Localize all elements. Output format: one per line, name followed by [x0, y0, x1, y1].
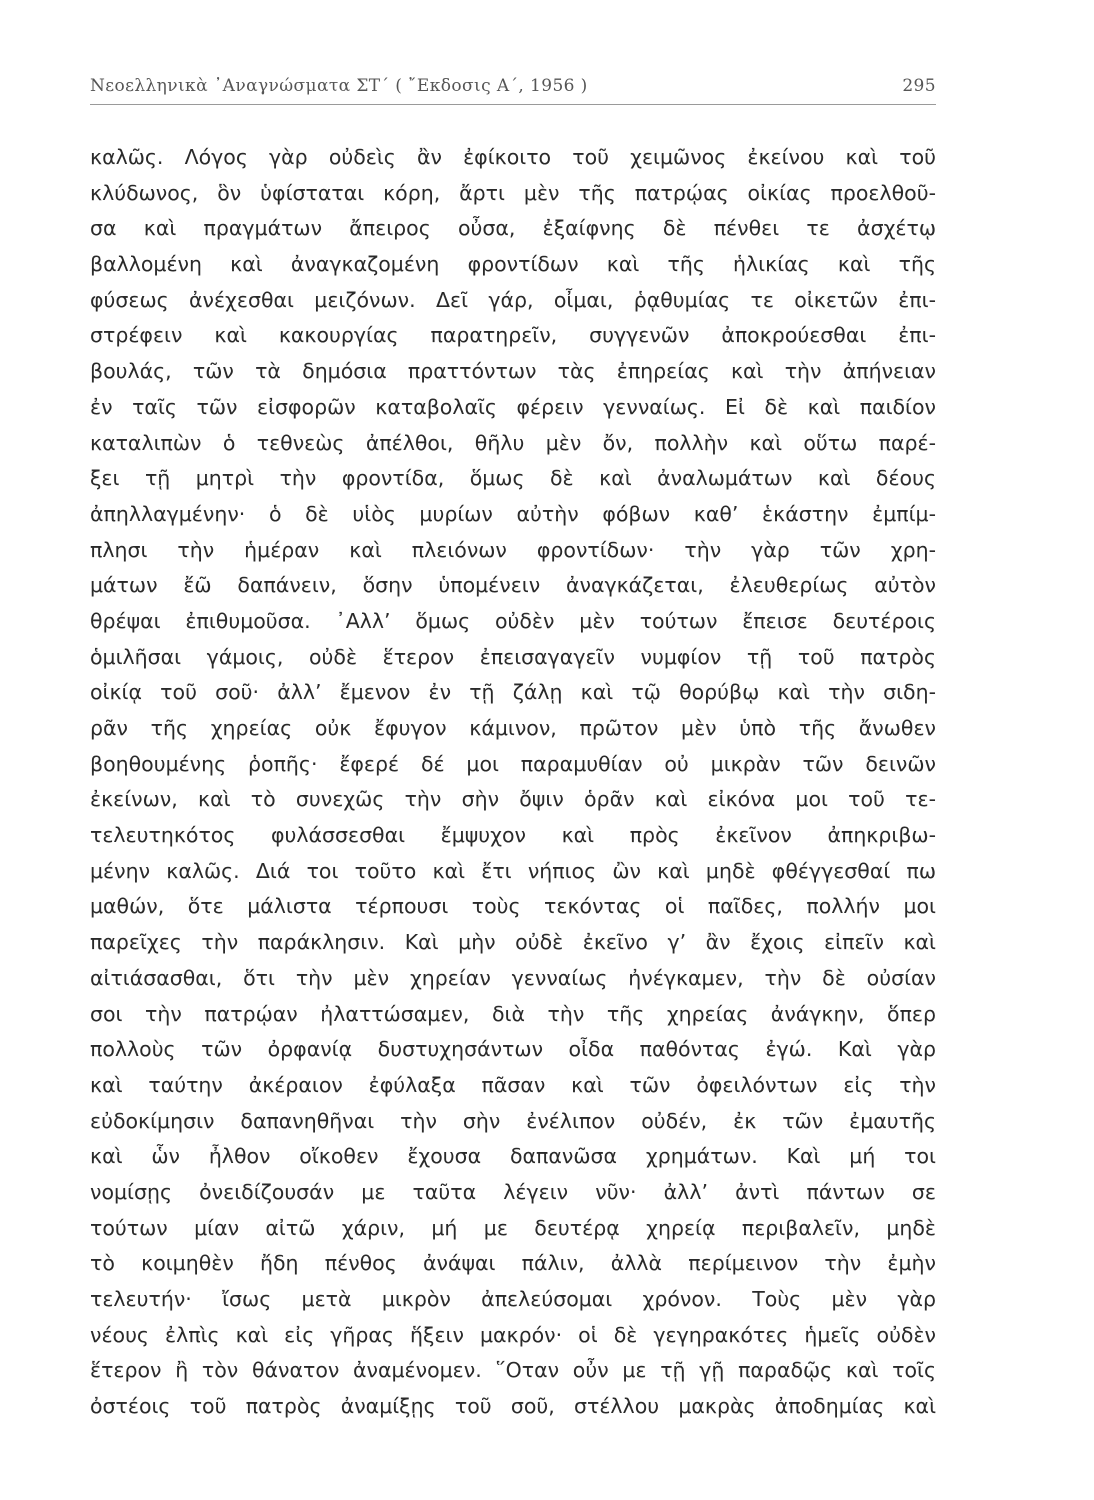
text-line: καλῶς. Λόγος γὰρ οὐδεὶς ἂν ἐφίκοιτο τοῦ χειμῶνος ἐκείνου καὶ τοῦ — [90, 145, 936, 169]
text-line: βοηθουμένης ῥοπῆς· ἔφερέ δέ μοι παραμυθίαν οὐ μικρὰν τῶν δεινῶν — [90, 751, 936, 776]
text-line: βουλάς, τῶν τὰ δημόσια πραττόντων τὰς ἐπηρείας καὶ τὴν ἀπήνειαν — [90, 359, 936, 384]
text-line: τὸ κοιμηθὲν ἤδη πένθος ἀνάψαι πάλιν, ἀλλὰ περίμεινον τὴν ἐμὴν — [90, 1251, 936, 1276]
body-text — [90, 140, 936, 1425]
text-line: τελευτήν· ἴσως μετὰ μικρὸν ἀπελεύσομαι χρόνον. Τοὺς μὲν γὰρ — [90, 1287, 936, 1311]
text-line: τούτων μίαν αἰτῶ χάριν, μή με δευτέρᾳ χηρείᾳ περιβαλεῖν, μηδὲ — [90, 1215, 936, 1240]
text-line: πλησι τὴν ἡμέραν καὶ πλειόνων φροντίδων· τὴν γὰρ τῶν χρη- — [90, 537, 936, 562]
text-line: στρέφειν καὶ κακουργίας παρατηρεῖν, συγγενῶν ἀποκρούεσθαι ἐπι- — [90, 323, 936, 348]
text-line: ὁμιλῆσαι γάμοις, οὐδὲ ἕτερον ἐπεισαγαγεῖν νυμφίον τῇ τοῦ πατρὸς — [90, 644, 936, 669]
text-line: καὶ ὧν ἦλθον οἴκοθεν ἔχουσα δαπανῶσα χρημάτων. Καὶ μή τοι — [90, 1144, 936, 1169]
text-line: σοι τὴν πατρῴαν ἠλαττώσαμεν, διὰ τὴν τῆς χηρείας ἀνάγκην, ὅπερ — [90, 1001, 936, 1026]
text-line: πολλοὺς τῶν ὀρφανίᾳ δυστυχησάντων οἶδα παθόντας ἐγώ. Καὶ γὰρ — [90, 1037, 936, 1062]
page-number: 295 — [902, 76, 936, 96]
text-line: βαλλομένη καὶ ἀναγκαζομένη φροντίδων καὶ τῆς ἡλικίας καὶ τῆς — [90, 252, 936, 277]
text-line: μένην καλῶς. Διά τοι τοῦτο καὶ ἔτι νήπιος ὢν καὶ μηδὲ φθέγγεσθαί πω — [90, 858, 936, 883]
text-line: τελευτηκότος φυλάσσεσθαι ἔμψυχον καὶ πρὸς ἐκεῖνον ἀπηκριβω- — [90, 823, 936, 848]
text-line: ὀστέοις τοῦ πατρὸς ἀναμίξῃς τοῦ σοῦ, στέλλου μακρὰς ἀποδημίας καὶ — [90, 1394, 936, 1419]
running-head-title: Νεοελληνικὰ ᾿Αναγνώσματα ΣΤ΄ ( ῎Εκδοσις Α΄, 1956 ) — [90, 76, 588, 96]
text-line: καὶ ταύτην ἀκέραιον ἐφύλαξα πᾶσαν καὶ τῶν ὀφειλόντων εἰς τὴν — [90, 1072, 936, 1097]
text-line: φύσεως ἀνέχεσθαι μειζόνων. Δεῖ γάρ, οἶμαι, ῥᾳθυμίας τε οἰκετῶν ἐπι- — [90, 287, 936, 312]
text-line: αἰτιάσασθαι, ὅτι τὴν μὲν χηρείαν γενναίως ἠνέγκαμεν, τὴν δὲ οὐσίαν — [90, 965, 936, 990]
text-line: ἐν ταῖς τῶν εἰσφορῶν καταβολαῖς φέρειν γενναίως. Εἰ δὲ καὶ παιδίον — [90, 394, 936, 419]
text-line: εὐδοκίμησιν δαπανηθῆναι τὴν σὴν ἐνέλιπον οὐδέν, ἐκ τῶν ἐμαυτῆς — [90, 1108, 936, 1133]
header-rule — [90, 104, 936, 105]
text-line: παρεῖχες τὴν παράκλησιν. Καὶ μὴν οὐδὲ ἐκεῖνο γ’ ἂν ἔχοις εἰπεῖν καὶ — [90, 930, 936, 955]
running-head — [90, 76, 936, 100]
text-line: καταλιπὼν ὁ τεθνεὼς ἀπέλθοι, θῆλυ μὲν ὄν, πολλὴν καὶ οὕτω παρέ- — [90, 430, 936, 455]
text-line: ρᾶν τῆς χηρείας οὐκ ἔφυγον κάμινον, πρῶτον μὲν ὑπὸ τῆς ἄνωθεν — [90, 716, 936, 740]
text-line: μάτων ἔῶ δαπάνειν, ὅσην ὑπομένειν ἀναγκάζεται, ἐλευθερίως αὐτὸν — [90, 573, 936, 598]
text-line: ἀπηλλαγμένην· ὁ δὲ υἱὸς μυρίων αὐτὴν φόβων καθ’ ἑκάστην ἐμπίμ- — [90, 501, 936, 526]
text-line: ἐκείνων, καὶ τὸ συνεχῶς τὴν σὴν ὄψιν ὁρᾶν καὶ εἰκόνα μοι τοῦ τε- — [90, 787, 936, 812]
text-line: μαθών, ὅτε μάλιστα τέρπουσι τοὺς τεκόντας οἱ παῖδες, πολλήν μοι — [90, 894, 936, 919]
text-line: ξει τῇ μητρὶ τὴν φροντίδα, ὅμως δὲ καὶ ἀναλωμάτων καὶ δέους — [90, 466, 936, 491]
text-line: νομίσῃς ὀνειδίζουσάν με ταῦτα λέγειν νῦν· ἀλλ’ ἀντὶ πάντων σε — [90, 1179, 936, 1204]
text-line: νέους ἐλπὶς καὶ εἰς γῆρας ἥξειν μακρόν· οἱ δὲ γεγηρακότες ἡμεῖς οὐδὲν — [90, 1322, 936, 1347]
text-line: θρέψαι ἐπιθυμοῦσα. ᾿Αλλ’ ὅμως οὐδὲν μὲν τούτων ἔπεισε δευτέροις — [90, 608, 936, 633]
text-line: ἕτερον ἢ τὸν θάνατον ἀναμένομεν. ῞Οταν οὖν με τῇ γῇ παραδῷς καὶ τοῖς — [90, 1358, 936, 1383]
text-line: σα καὶ πραγμάτων ἄπειρος οὖσα, ἐξαίφνης δὲ πένθει τε ἀσχέτῳ — [90, 216, 936, 241]
text-line: οἰκίᾳ τοῦ σοῦ· ἀλλ’ ἔμενον ἐν τῇ ζάλῃ καὶ τῷ θορύβῳ καὶ τὴν σιδη- — [90, 680, 936, 705]
text-line: κλύδωνος, ὃν ὑφίσταται κόρη, ἄρτι μὲν τῆς πατρῴας οἰκίας προελθοῦ- — [90, 180, 936, 205]
